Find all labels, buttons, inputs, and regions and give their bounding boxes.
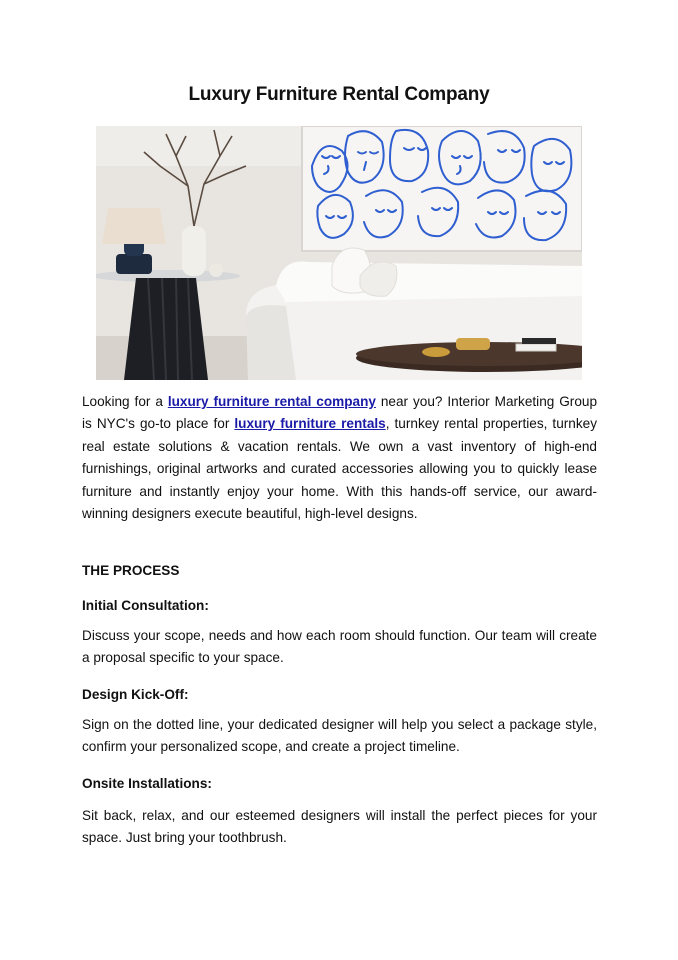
step-text-kickoff: Sign on the dotted line, your dedicated designer will help you select a package style, confirm your personalized scope, and create a project timeline.	[82, 717, 597, 755]
intro-text-2: near you? Interior Marketing Group is NYC's go-to place for	[82, 394, 598, 432]
lamp-base	[116, 254, 152, 274]
lamp-shade	[102, 208, 166, 244]
living-room-photo	[96, 126, 582, 380]
process-heading: THE PROCESS	[82, 563, 180, 578]
step-heading-installations: Onsite Installations:	[82, 776, 212, 791]
gold-bowl	[422, 347, 450, 357]
luxury-furniture-rental-company-link[interactable]: luxury furniture rental company	[167, 394, 376, 409]
step-text-consultation: Discuss your scope, needs and how each room should function. Our team will create a proposal specific to your space.	[82, 628, 597, 666]
intro-paragraph	[82, 391, 597, 525]
intro-text-3: , turnkey rental properties, turnkey real estate solutions & vacation rentals. We own a vast inventory of high-end furnishings, original artworks and curated accessories allowing you to quickly lease furniture and instantly enjoy your home. With this hands-off service, our award-winning designers execute beautiful, high-level designs.	[82, 416, 597, 522]
vase	[182, 226, 206, 276]
step-heading-consultation: Initial Consultation:	[82, 598, 209, 613]
page-title: Luxury Furniture Rental Company	[188, 84, 490, 105]
living-room-illustration	[96, 126, 582, 380]
step-text-installations: Sit back, relax, and our esteemed designers will install the perfect pieces for your space. Just bring your toothbrush.	[82, 808, 597, 846]
step-heading-kickoff: Design Kick-Off:	[82, 687, 189, 702]
luxury-furniture-rentals-link[interactable]: luxury furniture rentals	[234, 416, 386, 432]
intro-text-1: Looking for a	[82, 394, 168, 409]
